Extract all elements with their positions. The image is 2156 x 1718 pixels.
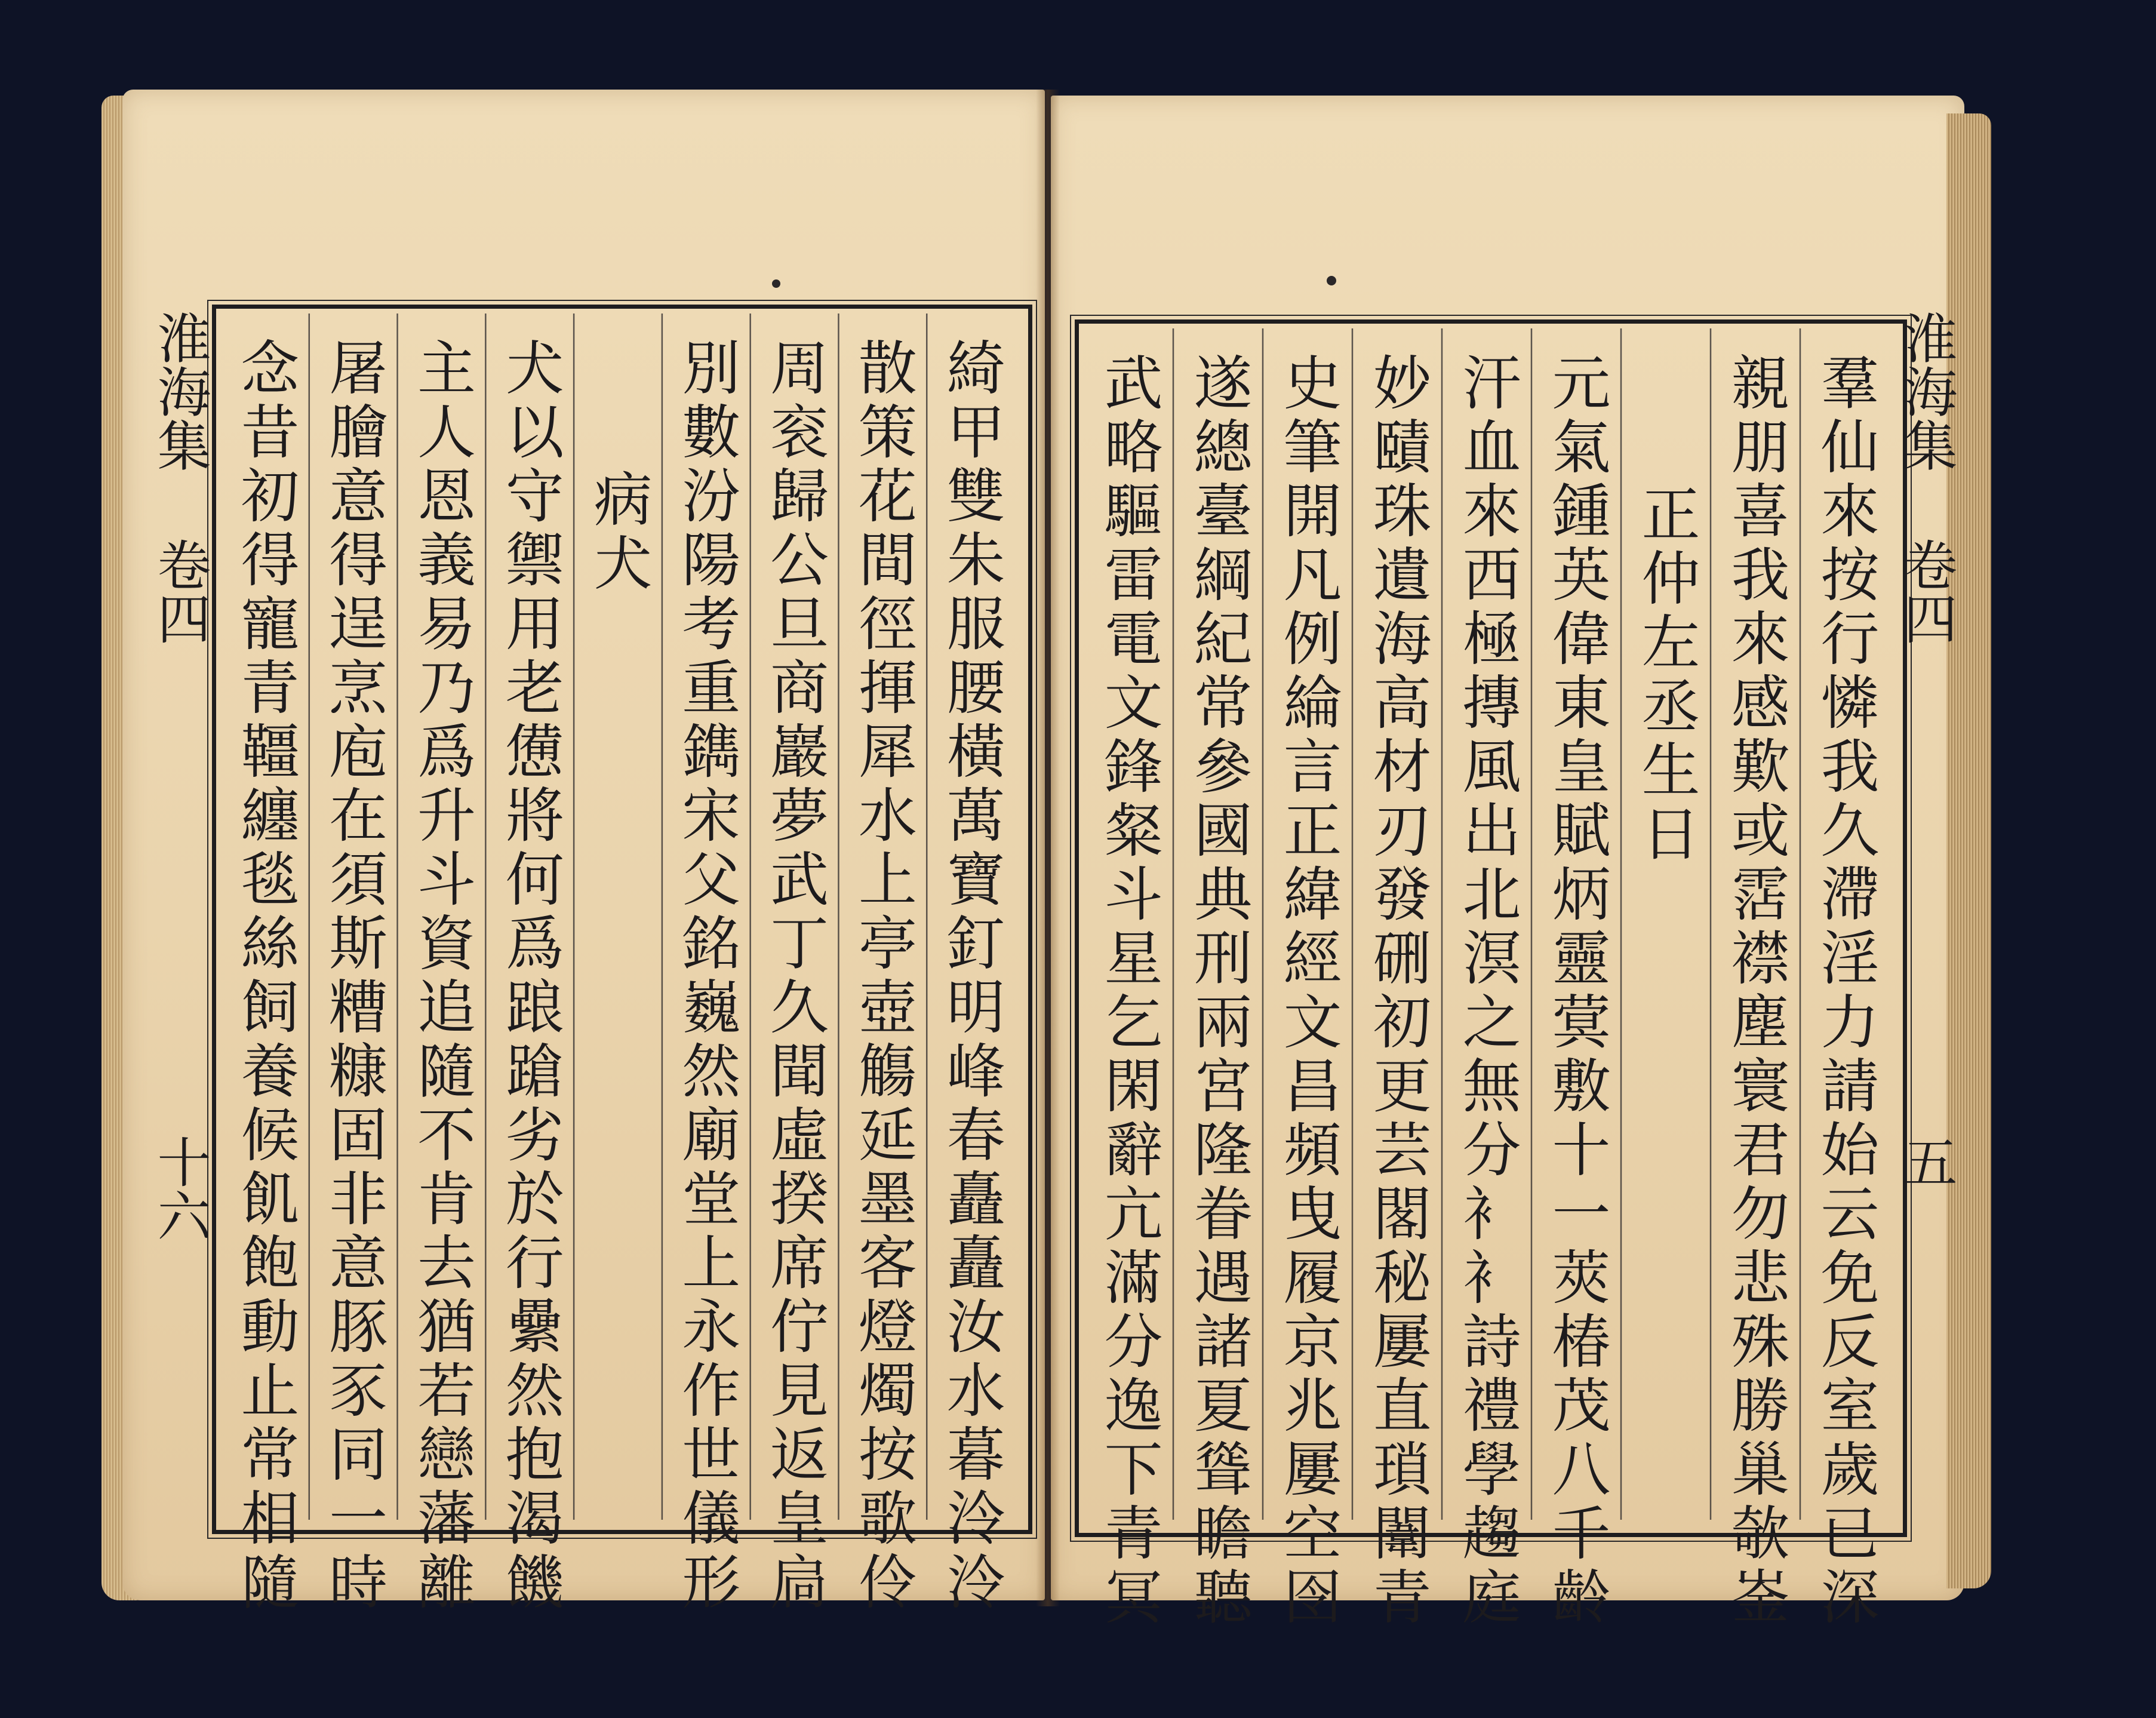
text-column: 元氣鍾英偉東皇賦炳靈蓂敷十一莢椿茂八千齡 [1542,352,1610,1630]
text-column: 遂總臺綱紀常參國典刑兩宮隆眷遇諸夏聳瞻聽 [1184,352,1252,1630]
left-page-text [231,337,1005,1615]
printing-mark [772,279,780,288]
margin-volume: 卷四 [1894,537,1957,645]
text-column: 屠膾意得逞烹庖在須斯糟糠固非意豚豕同一時 [319,337,387,1615]
text-column: 妙賾珠遺海高材刃發硎初更芸閣秘屢直瑣闈青 [1363,352,1431,1630]
poem-title: 病犬 [584,469,652,597]
text-column: 散策花間徑揮犀水上亭壺觴延墨客燈燭按歌伶 [848,337,917,1615]
text-column: 武略驅雷電文鋒粲斗星乞閑辭亢滿分逸下青冥 [1094,352,1162,1630]
margin-book-title: 淮海集 [147,311,211,472]
text-column: 念昔初得寵青韁纏毯絲飼養候飢飽動止常相隨 [230,337,299,1615]
text-column: 綺甲雙朱服腰橫萬寶釘明峰春矗矗汝水暮泠泠 [937,337,1005,1615]
text-column: 史筆開凡例綸言正緯經文昌頻曳履京兆屢空囹 [1274,352,1342,1630]
margin-book-title: 淮海集 [1894,311,1957,472]
text-column: 主人恩義易乃爲升斗資追隨不肯去猶若戀藩離 [407,337,476,1615]
poem-title: 正仲左丞生日 [1632,484,1700,867]
text-column: 周衮歸公旦商巖夢武丁久聞虛揆席佇見返皇扃 [760,337,829,1615]
text-column: 親朋喜我來感歎或霑襟塵寰君勿悲殊勝巢欹崟 [1721,352,1789,1630]
left-page-margin-label [148,311,211,1242]
text-column: 汗血來西極摶風出北溟之無分衤衤詩禮學趨庭 [1453,352,1521,1630]
text-column: 犬以守禦用老憊將何爲踉蹌劣於行纍然抱渴饑 [496,337,564,1615]
text-column: 羣仙來按行憐我久滯淫力請始云免反室歲已深 [1811,352,1879,1630]
printing-mark [1327,276,1336,285]
right-page-text [1094,352,1879,1630]
text-column: 別數汾陽考重鐫宋父銘巍然廟堂上永作世儀形 [672,337,740,1615]
margin-volume: 卷四 [147,537,211,645]
margin-folio: 五 [1894,1135,1957,1188]
margin-folio: 十六 [147,1135,211,1242]
right-page-margin-label [1894,311,1957,1188]
